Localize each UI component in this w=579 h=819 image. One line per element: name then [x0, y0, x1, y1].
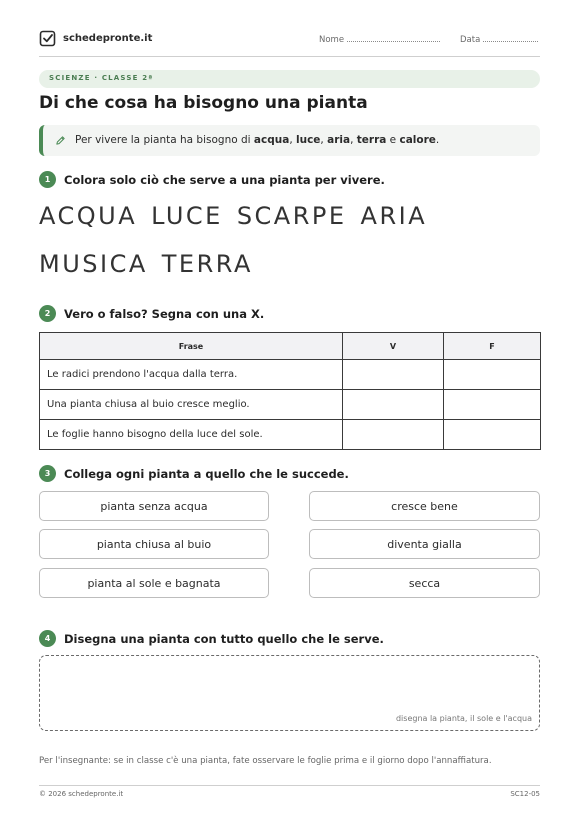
question-number: 2	[39, 305, 56, 322]
question-4	[39, 630, 384, 647]
match-left-item[interactable]: pianta chiusa al buio	[39, 529, 269, 559]
word-row-2	[39, 250, 540, 278]
subject-tag-label: SCIENZE · CLASSE 2ª	[49, 74, 154, 82]
footer-code: SC12-05	[510, 790, 540, 798]
page-header	[39, 30, 540, 56]
name-label: Nome	[319, 35, 345, 45]
word-row-1	[39, 202, 540, 230]
column-header-true: V	[343, 333, 444, 360]
true-false-table	[39, 332, 541, 450]
question-2	[39, 305, 264, 322]
pencil-icon	[55, 135, 66, 146]
question-1	[39, 171, 385, 188]
table-row	[40, 360, 541, 390]
header-divider	[39, 56, 540, 57]
site-logo	[39, 30, 152, 47]
question-text: Colora solo ciò che serve a una pianta per vivere.	[64, 172, 385, 187]
column-header-sentence: Frase	[40, 333, 343, 360]
date-field[interactable]	[460, 34, 538, 45]
true-checkbox-cell[interactable]	[343, 390, 444, 420]
date-label: Data	[460, 35, 481, 45]
question-text: Disegna una pianta con tutto quello che le serve.	[64, 631, 384, 646]
match-left-item[interactable]: pianta al sole e bagnata	[39, 568, 269, 598]
match-right-item[interactable]: diventa gialla	[309, 529, 540, 559]
word-item[interactable]: ARIA	[360, 202, 428, 230]
date-blank[interactable]	[483, 34, 538, 42]
note-item-light: luce	[296, 134, 321, 146]
note-separator: e	[386, 134, 400, 146]
sentence-cell: Una pianta chiusa al buio cresce meglio.	[40, 390, 343, 420]
false-checkbox-cell[interactable]	[444, 420, 541, 450]
subject-tag	[39, 70, 540, 88]
drawing-hint: disegna la pianta, il sole e l'acqua	[395, 714, 532, 723]
footer-copyright: © 2026 schedepronte.it	[39, 790, 124, 798]
table-row	[40, 390, 541, 420]
name-blank[interactable]	[347, 34, 440, 42]
question-text: Collega ogni pianta a quello che le succede.	[64, 466, 349, 481]
question-number: 3	[39, 465, 56, 482]
sentence-cell: Le foglie hanno bisogno della luce del sole.	[40, 420, 343, 450]
table-header-row	[40, 333, 541, 360]
match-right-item[interactable]: secca	[309, 568, 540, 598]
question-number: 1	[39, 171, 56, 188]
note-suffix: .	[435, 134, 440, 146]
word-item[interactable]: LUCE	[151, 202, 223, 230]
note-prefix: Per vivere la pianta ha bisogno di	[75, 134, 254, 146]
table-row	[40, 420, 541, 450]
question-number: 4	[39, 630, 56, 647]
question-text: Vero o falso? Segna con una X.	[64, 306, 265, 321]
info-note	[39, 125, 540, 156]
note-separator: ,	[289, 134, 296, 146]
name-field[interactable]	[319, 34, 440, 45]
false-checkbox-cell[interactable]	[444, 390, 541, 420]
drawing-area[interactable]	[39, 655, 540, 731]
note-item-air: aria	[327, 134, 351, 146]
match-left-item[interactable]: pianta senza acqua	[39, 491, 269, 521]
footer-divider	[39, 785, 540, 786]
word-item[interactable]: TERRA	[161, 250, 253, 278]
note-item-water: acqua	[253, 134, 290, 146]
word-item[interactable]: ACQUA	[39, 202, 138, 230]
page-title: Di che cosa ha bisogno una pianta	[39, 93, 368, 113]
column-header-false: F	[444, 333, 541, 360]
note-item-soil: terra	[356, 134, 387, 146]
word-item[interactable]: SCARPE	[236, 202, 347, 230]
note-separator: ,	[320, 134, 328, 146]
true-checkbox-cell[interactable]	[343, 420, 444, 450]
note-item-heat: calore	[399, 134, 436, 146]
match-right-item[interactable]: cresce bene	[309, 491, 540, 521]
question-3	[39, 465, 349, 482]
false-checkbox-cell[interactable]	[444, 360, 541, 390]
sentence-cell: Le radici prendono l'acqua dalla terra.	[40, 360, 343, 390]
true-checkbox-cell[interactable]	[343, 360, 444, 390]
note-text	[75, 134, 439, 146]
checkbox-logo-icon	[39, 30, 56, 47]
site-name: schedepronte.it	[63, 33, 153, 44]
note-separator: ,	[350, 134, 357, 146]
teacher-note: Per l'insegnante: se in classe c'è una pianta, fate osservare le foglie prima e il giorno dopo l'annaffiatura.	[39, 756, 492, 766]
word-item[interactable]: MUSICA	[39, 250, 148, 278]
